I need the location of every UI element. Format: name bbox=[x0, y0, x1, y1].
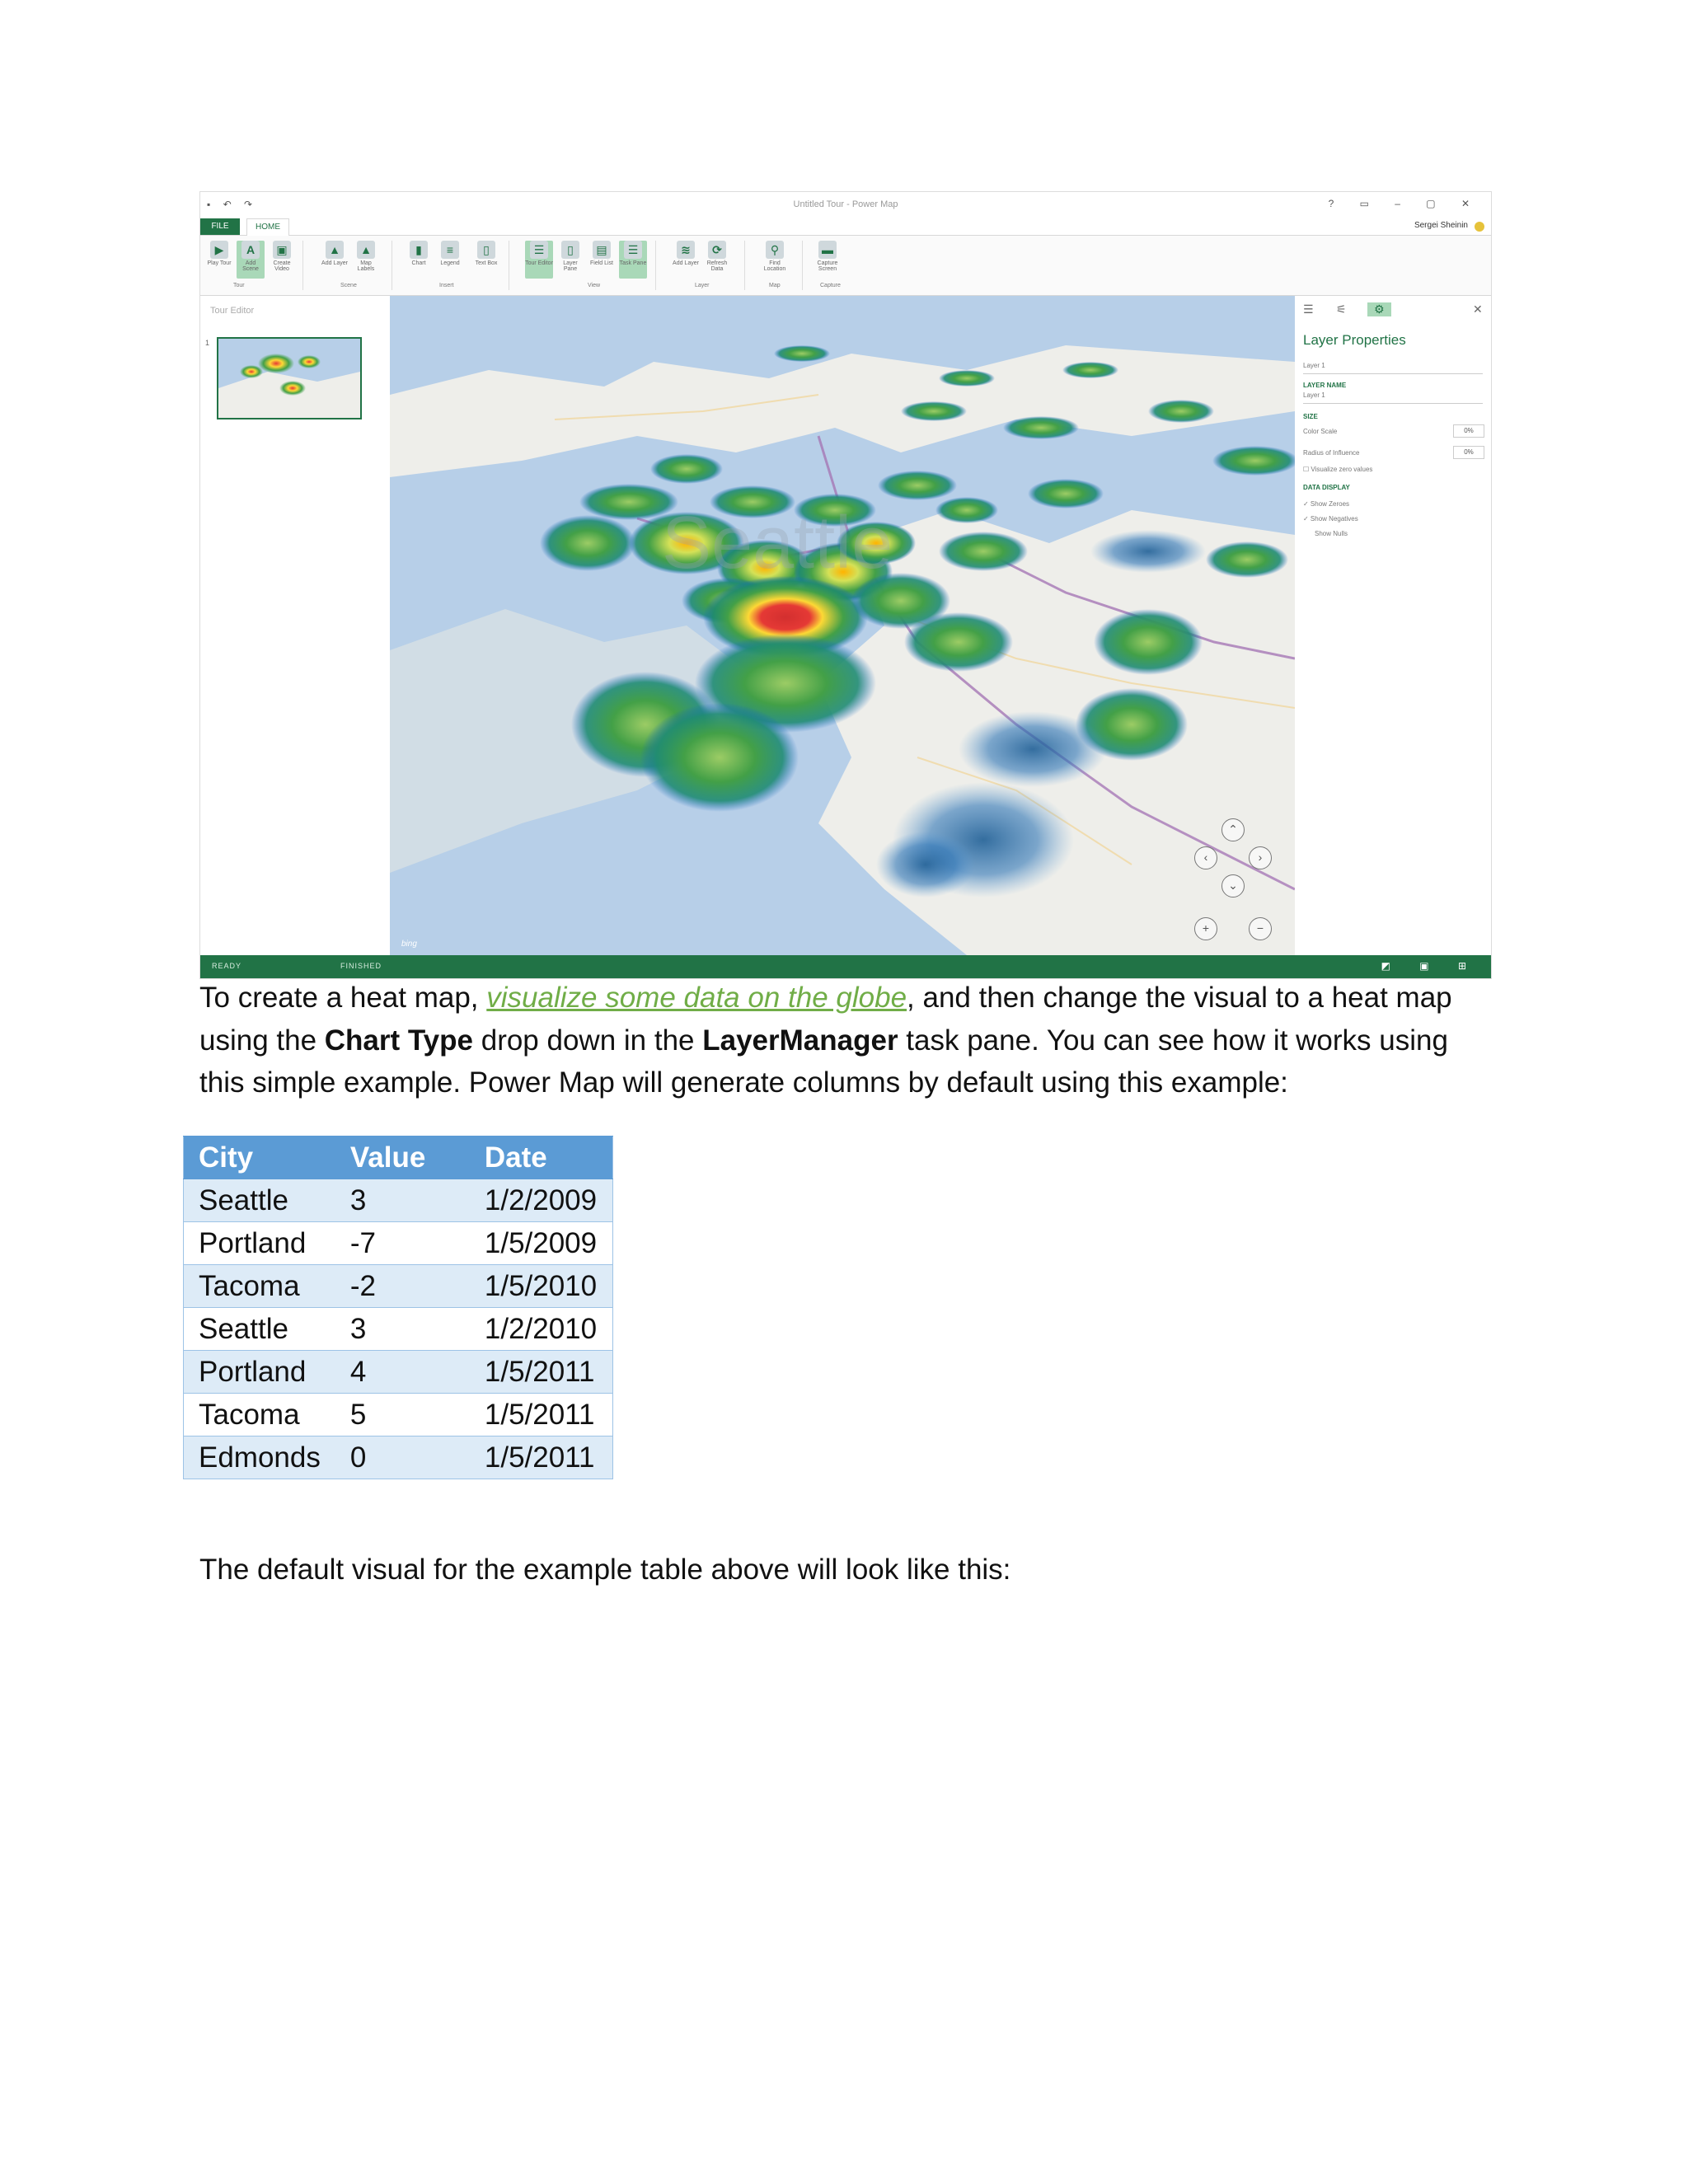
intro-text-2: , and then change the visual to a heat map using the bbox=[199, 982, 1452, 1057]
video-icon: ▣ bbox=[273, 241, 291, 259]
ribbon-button-12[interactable] bbox=[672, 241, 700, 279]
cell-city: Portland bbox=[184, 1351, 335, 1394]
cell-value: 3 bbox=[335, 1179, 470, 1222]
ribbon-group-label: Map bbox=[769, 283, 781, 288]
ribbon-button-label: Create Video bbox=[273, 260, 291, 272]
user-avatar[interactable] bbox=[1475, 222, 1484, 232]
ribbon-group-label: Capture bbox=[820, 283, 841, 288]
rotate-left-icon[interactable]: ‹ bbox=[1194, 846, 1217, 869]
status-view-icons[interactable]: ◩ ▣ ⊞ bbox=[1381, 960, 1479, 972]
layer-name-header: LAYER NAME bbox=[1303, 382, 1347, 389]
header-value: Value bbox=[335, 1137, 470, 1179]
play-icon: ▶ bbox=[210, 241, 228, 259]
cell-date: 1/2/2009 bbox=[470, 1179, 613, 1222]
legend-icon: ≡ bbox=[441, 241, 459, 259]
table-row bbox=[184, 1394, 613, 1436]
quick-access-toolbar[interactable]: ▪ ↶ ↷ bbox=[207, 199, 258, 210]
ribbon-button-15[interactable] bbox=[814, 241, 842, 279]
cell-value: -2 bbox=[335, 1265, 470, 1308]
settings-icon[interactable]: ⚙ bbox=[1367, 302, 1391, 316]
cell-value: -7 bbox=[335, 1222, 470, 1265]
cell-date: 1/5/2011 bbox=[470, 1351, 613, 1394]
rotate-right-icon[interactable]: › bbox=[1249, 846, 1272, 869]
map-view[interactable] bbox=[390, 296, 1295, 955]
ribbon-button-14[interactable] bbox=[761, 241, 789, 279]
filter-icon[interactable]: ⚟ bbox=[1336, 302, 1347, 316]
tab-home[interactable]: HOME bbox=[246, 218, 289, 237]
ribbon-button-label: Add Layer bbox=[673, 260, 699, 266]
ribbon-button-3[interactable] bbox=[321, 241, 349, 279]
intro-text-4: task pane. You can see how it works using this simple example. Power Map will generate columns by default using this example: bbox=[199, 1024, 1448, 1099]
radius-label: Radius of Influence bbox=[1303, 449, 1360, 457]
power-map-screenshot bbox=[199, 191, 1492, 979]
intro-text-3: drop down in the bbox=[473, 1024, 703, 1057]
ribbon-button-label: Add Layer bbox=[321, 260, 348, 266]
chart-type-term: Chart Type bbox=[324, 1024, 473, 1057]
zoom-in-icon[interactable]: + bbox=[1194, 917, 1217, 940]
ribbon-separator bbox=[744, 241, 745, 290]
zoom-out-icon[interactable]: − bbox=[1249, 917, 1272, 940]
ribbon-button-9[interactable] bbox=[556, 241, 584, 279]
ribbon-separator bbox=[802, 241, 803, 290]
cell-city: Seattle bbox=[184, 1179, 335, 1222]
table-row bbox=[184, 1308, 613, 1351]
layer-manager-term: LayerManager bbox=[702, 1024, 898, 1057]
visualize-zero-label: Visualize zero values bbox=[1311, 466, 1373, 473]
cell-date: 1/5/2011 bbox=[470, 1394, 613, 1436]
tilt-up-icon[interactable]: ⌃ bbox=[1221, 818, 1245, 841]
header-date: Date bbox=[470, 1137, 613, 1179]
cell-date: 1/5/2010 bbox=[470, 1265, 613, 1308]
ribbon-button-label: Map Labels bbox=[357, 260, 375, 272]
ribbon-button-label: Text Box bbox=[475, 260, 498, 266]
cell-date: 1/5/2011 bbox=[470, 1436, 613, 1479]
ribbon-button-label: Task Pane bbox=[619, 260, 647, 266]
header-city: City bbox=[184, 1137, 335, 1179]
layer-name-input[interactable]: Layer 1 bbox=[1303, 391, 1483, 404]
ribbon-button-label: Layer Pane bbox=[563, 260, 578, 272]
table-row bbox=[184, 1351, 613, 1394]
show-nulls-option[interactable]: Show Nulls bbox=[1315, 530, 1348, 537]
ribbon-tabs bbox=[200, 218, 1491, 236]
ribbon bbox=[200, 236, 1491, 296]
ribbon-button-13[interactable] bbox=[703, 241, 731, 279]
layer-icon: ▲ bbox=[326, 241, 344, 259]
scene-number: 1 bbox=[205, 339, 210, 347]
show-zeroes-option[interactable]: ✓ Show Zeroes bbox=[1303, 500, 1350, 508]
ribbon-button-label: Capture Screen bbox=[817, 260, 838, 272]
ribbon-button-0[interactable] bbox=[205, 241, 233, 279]
ribbon-button-1[interactable] bbox=[237, 241, 265, 279]
chart-icon: ▮ bbox=[410, 241, 428, 259]
color-scale-input[interactable]: 0% bbox=[1453, 424, 1484, 438]
data-display-header: DATA DISPLAY bbox=[1303, 484, 1350, 491]
ribbon-button-8[interactable] bbox=[525, 241, 553, 279]
scene-thumbnail-map bbox=[218, 339, 360, 418]
cell-value: 5 bbox=[335, 1394, 470, 1436]
cell-city: Tacoma bbox=[184, 1265, 335, 1308]
ribbon-button-label: Find Location bbox=[763, 260, 786, 272]
ribbon-separator bbox=[655, 241, 656, 290]
cell-city: Edmonds bbox=[184, 1436, 335, 1479]
table-row bbox=[184, 1265, 613, 1308]
cell-value: 0 bbox=[335, 1436, 470, 1479]
heat-map-canvas bbox=[390, 296, 1295, 955]
intro-paragraph bbox=[199, 977, 1490, 1104]
status-finished: FINISHED bbox=[340, 962, 382, 970]
visualize-zero-checkbox[interactable]: ☐ Visualize zero values bbox=[1303, 466, 1373, 473]
ribbon-button-label: Tour Editor bbox=[525, 260, 553, 266]
ribbon-separator bbox=[302, 241, 303, 290]
close-icon[interactable]: ✕ bbox=[1473, 302, 1483, 316]
tour-editor-title: Tour Editor bbox=[210, 306, 255, 316]
ribbon-button-10[interactable] bbox=[588, 241, 616, 279]
add-layer-icon: ≋ bbox=[677, 241, 695, 259]
ribbon-button-7[interactable] bbox=[472, 241, 500, 279]
ribbon-button-6[interactable] bbox=[436, 241, 464, 279]
bing-logo: bing bbox=[401, 940, 417, 949]
ribbon-group-label: Scene bbox=[340, 283, 357, 288]
user-name[interactable]: Sergei Sheinin bbox=[1414, 221, 1468, 230]
ribbon-button-4[interactable] bbox=[352, 241, 380, 279]
cell-value: 3 bbox=[335, 1308, 470, 1351]
layers-icon[interactable]: ☰ bbox=[1303, 302, 1314, 316]
window-controls[interactable]: ? ▭ – ▢ ✕ bbox=[1328, 198, 1481, 209]
cell-city: Seattle bbox=[184, 1308, 335, 1351]
ribbon-button-11[interactable] bbox=[619, 241, 647, 279]
city-label-map: Seattle bbox=[662, 502, 893, 584]
window-title: Untitled Tour - Power Map bbox=[793, 199, 898, 209]
cell-value: 4 bbox=[335, 1351, 470, 1394]
ribbon-button-label: Play Tour bbox=[207, 260, 232, 266]
add-scene-icon: A bbox=[241, 241, 260, 259]
title-bar bbox=[200, 192, 1491, 217]
ribbon-button-2[interactable] bbox=[268, 241, 296, 279]
table-row bbox=[184, 1179, 613, 1222]
ribbon-group-label: Tour bbox=[233, 283, 245, 288]
refresh-icon: ⟳ bbox=[708, 241, 726, 259]
size-header: SIZE bbox=[1303, 413, 1318, 420]
ribbon-group-label: View bbox=[588, 283, 601, 288]
color-scale-label: Color Scale bbox=[1303, 428, 1338, 435]
ribbon-button-label: Field List bbox=[589, 260, 613, 266]
radius-input[interactable]: 0% bbox=[1453, 446, 1484, 459]
tab-file[interactable]: FILE bbox=[200, 218, 240, 235]
cell-city: Tacoma bbox=[184, 1394, 335, 1436]
intro-text: To create a heat map, bbox=[199, 982, 487, 1014]
task-pane-icon: ☰ bbox=[624, 241, 642, 259]
ribbon-button-label: Refresh Data bbox=[706, 260, 728, 272]
find-location-icon: ⚲ bbox=[766, 241, 784, 259]
layer-properties-title: Layer Properties bbox=[1303, 332, 1406, 348]
layer-pane-icon: ▯ bbox=[561, 241, 579, 259]
tilt-down-icon[interactable]: ⌄ bbox=[1221, 874, 1245, 898]
cell-date: 1/2/2010 bbox=[470, 1308, 613, 1351]
table-row bbox=[184, 1436, 613, 1479]
scene-thumbnail[interactable] bbox=[217, 337, 362, 419]
status-bar bbox=[200, 955, 1491, 978]
labels-icon: ▲ bbox=[357, 241, 375, 259]
closing-paragraph: The default visual for the example table above will look like this: bbox=[199, 1554, 1011, 1586]
ribbon-button-label: Add Scene bbox=[242, 260, 259, 272]
field-list-icon: ▤ bbox=[593, 241, 611, 259]
camera-icon: ▬ bbox=[818, 241, 837, 259]
tour-editor-pane bbox=[200, 296, 390, 955]
ribbon-button-label: Legend bbox=[440, 260, 460, 266]
globe-link[interactable]: visualize some data on the globe bbox=[486, 982, 907, 1014]
layer-select[interactable]: Layer 1 bbox=[1303, 362, 1483, 374]
status-ready: READY bbox=[212, 962, 242, 970]
cell-date: 1/5/2009 bbox=[470, 1222, 613, 1265]
show-negatives-option[interactable]: ✓ Show Negatives bbox=[1303, 515, 1358, 523]
table-row bbox=[184, 1222, 613, 1265]
layer-manager-pane bbox=[1295, 296, 1491, 955]
ribbon-button-5[interactable] bbox=[405, 241, 433, 279]
table-header-row bbox=[184, 1137, 613, 1179]
ribbon-group-label: Layer bbox=[695, 283, 710, 288]
tour-editor-icon: ☰ bbox=[530, 241, 548, 259]
textbox-icon: ▯ bbox=[477, 241, 495, 259]
cell-city: Portland bbox=[184, 1222, 335, 1265]
ribbon-button-label: Chart bbox=[411, 260, 426, 266]
ribbon-group-label: Insert bbox=[439, 283, 454, 288]
example-data-table bbox=[183, 1136, 613, 1479]
